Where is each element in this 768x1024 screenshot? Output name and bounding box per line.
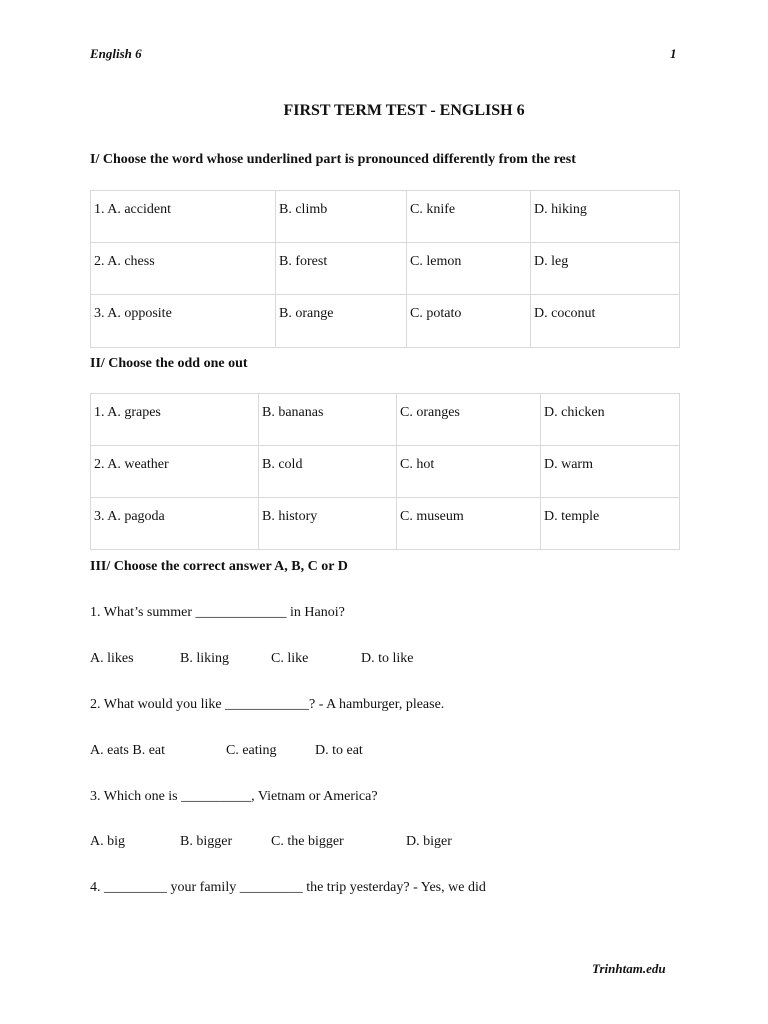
option-d: D. biger bbox=[406, 834, 452, 849]
section-1-heading: I/ Choose the word whose underlined part is pronounced differently from the rest bbox=[90, 152, 576, 167]
option-b: B. bigger bbox=[180, 834, 233, 849]
table-row bbox=[91, 191, 680, 243]
table-cell: C. potato bbox=[407, 295, 531, 348]
option-c: C. the bigger bbox=[271, 834, 344, 849]
section-2-table bbox=[90, 393, 680, 550]
section-1-table bbox=[90, 190, 680, 348]
question-2: 2. What would you like ____________? - A hamburger, please. bbox=[90, 697, 445, 712]
table-cell: D. hiking bbox=[531, 191, 680, 243]
option-a-b: A. eats B. eat bbox=[90, 743, 166, 758]
table-row bbox=[91, 295, 680, 348]
option-c: C. like bbox=[271, 651, 309, 666]
table-row bbox=[91, 446, 680, 498]
table-cell: D. coconut bbox=[531, 295, 680, 348]
table-cell: 2. A. chess bbox=[91, 243, 276, 295]
table-cell: D. temple bbox=[541, 498, 680, 550]
option-c: C. eating bbox=[226, 743, 277, 758]
table-cell: B. bananas bbox=[259, 394, 397, 446]
table-cell: 1. A. accident bbox=[91, 191, 276, 243]
table-cell: 2. A. weather bbox=[91, 446, 259, 498]
page-number: 1 bbox=[670, 46, 677, 61]
option-a: A. big bbox=[90, 834, 125, 849]
table-cell: C. knife bbox=[407, 191, 531, 243]
table-cell: C. oranges bbox=[397, 394, 541, 446]
section-3-heading: III/ Choose the correct answer A, B, C or D bbox=[90, 559, 348, 574]
question-1: 1. What’s summer _____________ in Hanoi? bbox=[90, 605, 345, 620]
option-b: B. liking bbox=[180, 651, 230, 666]
table-cell: B. climb bbox=[276, 191, 407, 243]
footer-source: Trinhtam.edu bbox=[592, 961, 666, 976]
table-cell: 3. A. pagoda bbox=[91, 498, 259, 550]
table-cell: C. museum bbox=[397, 498, 541, 550]
table-cell: 1. A. grapes bbox=[91, 394, 259, 446]
table-cell: C. lemon bbox=[407, 243, 531, 295]
table-cell: B. forest bbox=[276, 243, 407, 295]
table-row bbox=[91, 394, 680, 446]
table-cell: D. chicken bbox=[541, 394, 680, 446]
table-row bbox=[91, 243, 680, 295]
table-row bbox=[91, 498, 680, 550]
table-cell: D. warm bbox=[541, 446, 680, 498]
option-d: D. to eat bbox=[315, 743, 363, 758]
option-d: D. to like bbox=[361, 651, 414, 666]
section-2-heading: II/ Choose the odd one out bbox=[90, 356, 248, 371]
question-4: 4. _________ your family _________ the trip yesterday? - Yes, we did bbox=[90, 880, 486, 895]
table-cell: B. history bbox=[259, 498, 397, 550]
question-3: 3. Which one is __________, Vietnam or America? bbox=[90, 789, 378, 804]
table-cell: D. leg bbox=[531, 243, 680, 295]
header-subject: English 6 bbox=[90, 46, 142, 61]
table-cell: B. cold bbox=[259, 446, 397, 498]
page-title: FIRST TERM TEST - ENGLISH 6 bbox=[283, 102, 525, 119]
table-cell: 3. A. opposite bbox=[91, 295, 276, 348]
option-a: A. likes bbox=[90, 651, 134, 666]
table-cell: B. orange bbox=[276, 295, 407, 348]
table-cell: C. hot bbox=[397, 446, 541, 498]
